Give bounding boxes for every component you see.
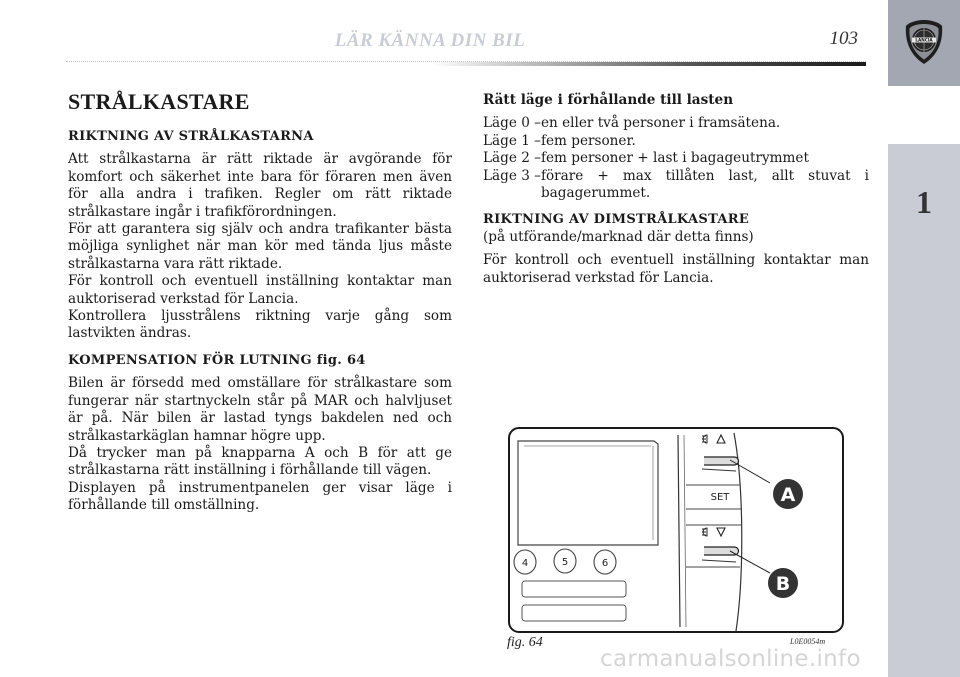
callout-b-label: B	[775, 573, 791, 595]
logo-text: LANCIA	[915, 37, 933, 43]
figure-frame	[509, 428, 843, 632]
figure-code: L0E0054m	[790, 637, 826, 646]
aim-heading: RIKTNING AV STRÅLKASTARNA	[68, 129, 314, 144]
callout-b	[768, 568, 798, 598]
load-position-text: en eller två personer i framsätena.	[540, 115, 781, 132]
load-position-row	[483, 150, 869, 167]
preset-button-label: 6	[601, 558, 609, 569]
watermark: carmanualsonline.info	[600, 646, 861, 672]
left-column	[68, 90, 452, 515]
chapter-sidebar	[888, 0, 960, 677]
callout-a	[773, 479, 803, 509]
load-position-text: fem personer + last i bagageutrymmet	[540, 150, 809, 167]
aim-paragraph: För kontroll och eventuell inställning kontaktar man auktoriserad verkstad för Lancia.	[68, 273, 452, 307]
load-position-label: Läge 0 –	[483, 115, 541, 132]
header-rule	[430, 62, 866, 66]
section-title: STRÅLKASTARE	[68, 89, 250, 114]
load-position-row	[483, 115, 869, 132]
callout-a-label: A	[780, 484, 796, 506]
load-position-label: Läge 3 –	[483, 167, 541, 184]
page-number: 103	[829, 28, 858, 49]
preset-button-label: 4	[521, 558, 529, 569]
aim-paragraph: Att strålkastarna är rätt riktade är avgörande för komfort och säkerhet inte bara för föraren men även för alla andra i trafiken. Regler om rätt riktade strålkastare ingår i trafikförordningen.	[68, 151, 452, 220]
preset-button-label: 5	[561, 557, 569, 568]
lancia-logo-icon	[902, 18, 946, 66]
load-position-text: fem personer.	[540, 132, 636, 149]
figure-headlamp-controls	[508, 427, 844, 633]
load-position-row	[483, 133, 869, 150]
fog-heading: RIKTNING AV DIMSTRÅLKASTARE	[483, 212, 750, 228]
figure-caption: fig. 64	[507, 635, 543, 650]
compensation-paragraph: Bilen är försedd med omställare för strålkastare som fungerar när startnyckeln står på MAR och halvljuset är på. När bilen är lastad tyngs bakdelen ned och strålkastarkäglan hamnar högre upp.	[68, 375, 452, 444]
compensation-heading: KOMPENSATION FÖR LUTNING fig. 64	[68, 352, 366, 368]
compensation-paragraph: Då trycker man på knapparna A och B för att ge strålkastarna rätt inställning i förhållande till vägen.	[68, 444, 452, 479]
chapter-number: 1	[916, 184, 932, 220]
compensation-paragraph: Displayen på instrumentpanelen ger visar läge i förhållande till omställning.	[68, 479, 452, 514]
set-label: SET	[710, 492, 730, 503]
load-position-label: Läge 2 –	[483, 150, 541, 167]
load-position-text: förare + max tillåten last, allt stuvat i bagagerummet.	[540, 167, 869, 202]
load-position-label: Läge 1 –	[483, 132, 541, 149]
load-position-row	[483, 168, 869, 203]
running-header: LÄR KÄNNA DIN BIL	[334, 30, 526, 51]
aim-paragraph: Kontrollera ljusstrålens riktning varje gång som lastvikten ändras.	[68, 308, 452, 342]
chapter-tab-active[interactable]	[888, 86, 960, 220]
sidebar-logo-area	[888, 0, 960, 86]
aim-paragraph: För att garantera sig själv och andra trafikanter bästa möjliga synlighet när man kör med tända ljus måste strålkastarna vara rätt riktade.	[68, 221, 452, 272]
fog-note: (på utförande/marknad där detta finns)	[483, 228, 754, 245]
load-heading: Rätt läge i förhållande till lasten	[483, 92, 734, 108]
right-column	[483, 92, 869, 287]
fog-paragraph: För kontroll och eventuell inställning kontaktar man auktoriserad verkstad för Lancia.	[483, 252, 869, 286]
